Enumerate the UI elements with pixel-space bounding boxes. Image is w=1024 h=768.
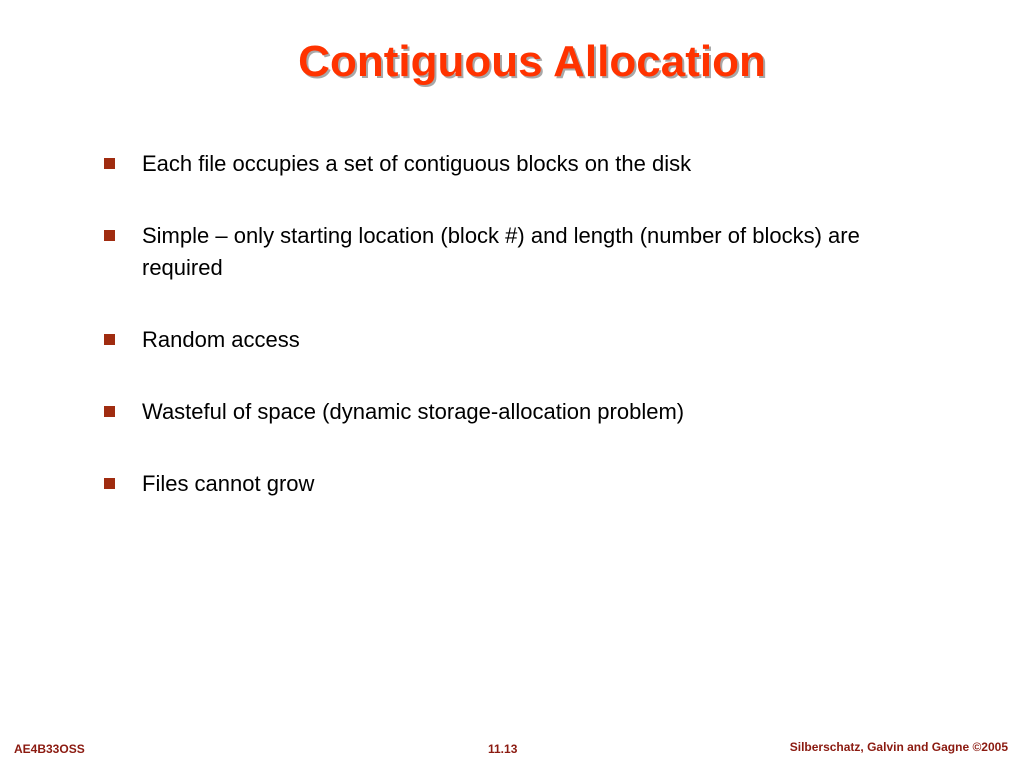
filled-square-icon	[104, 230, 115, 241]
bullet-text: Each file occupies a set of contiguous blocks on the disk	[142, 151, 692, 176]
filled-square-icon	[104, 334, 115, 345]
slide-footer	[0, 732, 1024, 768]
bullet-text: Wasteful of space (dynamic storage-allocation problem)	[142, 399, 685, 424]
bullet-item	[104, 396, 884, 428]
copyright: Silberschatz, Galvin and Gagne ©2005	[789, 740, 1008, 754]
bullet-list	[104, 148, 884, 540]
bullet-item	[104, 220, 884, 284]
filled-square-icon	[104, 478, 115, 489]
filled-square-icon	[104, 406, 115, 417]
page-number: 11.13	[488, 742, 518, 756]
course-code: AE4B33OSS	[14, 742, 85, 756]
bullet-item	[104, 468, 884, 500]
bullet-text: Simple – only starting location (block #) and length (number of blocks) are required	[142, 223, 860, 280]
bullet-text: Files cannot grow	[142, 471, 315, 496]
filled-square-icon	[104, 158, 115, 169]
bullet-item	[104, 148, 884, 180]
bullet-item	[104, 324, 884, 356]
slide-title: Contiguous Allocation	[298, 37, 766, 86]
bullet-text: Random access	[142, 327, 300, 352]
